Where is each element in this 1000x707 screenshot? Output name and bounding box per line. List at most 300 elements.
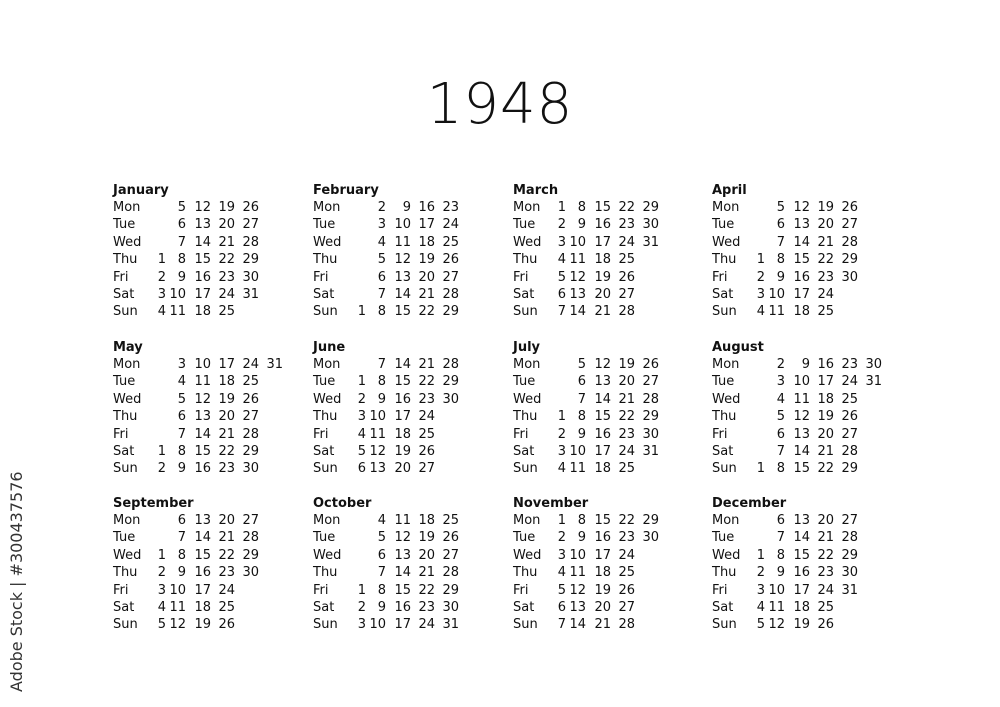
date-cell: 1 (157, 547, 166, 563)
date-cell: 10 (369, 617, 386, 633)
date-cell: 16 (194, 565, 211, 581)
date-cell: 7 (776, 234, 785, 250)
date-cell: 5 (357, 444, 366, 459)
day-name: Mon (313, 513, 341, 528)
date-cell: 4 (557, 252, 566, 268)
date-cell: 17 (817, 374, 834, 390)
date-cell: 8 (776, 547, 785, 563)
day-name: Mon (313, 200, 341, 215)
date-cell: 24 (841, 374, 858, 390)
day-name: Sun (113, 304, 138, 320)
month-may (113, 340, 303, 490)
week-row-tue (313, 530, 503, 547)
week-row-tue (712, 217, 902, 234)
date-cell: 4 (177, 374, 186, 390)
date-cell: 14 (793, 530, 810, 546)
week-row-mon (513, 513, 703, 530)
date-cell: 8 (377, 582, 386, 598)
date-cell: 21 (418, 287, 435, 302)
date-cell: 4 (157, 304, 166, 320)
date-cell: 27 (442, 269, 459, 285)
date-cell: 3 (756, 582, 765, 598)
date-cell: 21 (817, 444, 834, 459)
month-name: August (712, 340, 764, 355)
day-name: Sat (712, 444, 734, 459)
week-row-tue (313, 374, 503, 391)
date-cell: 22 (418, 304, 435, 320)
date-cell: 22 (218, 444, 235, 459)
date-cell: 21 (594, 617, 611, 633)
date-cell: 11 (569, 565, 586, 581)
date-cell: 28 (841, 444, 858, 459)
date-cell: 26 (242, 391, 259, 407)
date-cell: 10 (569, 547, 586, 563)
date-cell: 9 (177, 461, 186, 477)
date-cell: 4 (557, 565, 566, 581)
day-name: Sun (313, 461, 338, 477)
date-cell: 27 (841, 217, 858, 233)
date-cell: 25 (618, 565, 635, 581)
date-cell: 3 (177, 357, 186, 372)
week-row-fri (313, 270, 503, 287)
week-row-wed (513, 392, 703, 409)
week-row-sun (513, 617, 703, 634)
day-name: Thu (513, 565, 538, 581)
date-cell: 6 (377, 269, 386, 285)
week-row-sun (313, 304, 503, 321)
week-row-fri (712, 427, 902, 444)
date-cell: 7 (776, 444, 785, 459)
date-cell: 10 (768, 287, 785, 302)
date-cell: 16 (418, 200, 435, 215)
week-row-wed (313, 548, 503, 565)
date-cell: 19 (394, 444, 411, 459)
week-row-thu (513, 409, 703, 426)
date-cell: 18 (793, 304, 810, 320)
date-cell: 5 (776, 409, 785, 425)
date-cell: 27 (618, 287, 635, 302)
day-name: Mon (712, 357, 740, 372)
date-cell: 10 (394, 217, 411, 233)
week-row-tue (712, 374, 902, 391)
date-cell: 26 (418, 444, 435, 459)
week-row-sat (113, 600, 303, 617)
week-row-sat (712, 444, 902, 461)
date-cell: 21 (218, 426, 235, 442)
week-row-sun (313, 461, 503, 478)
day-name: Tue (313, 530, 336, 546)
date-cell: 5 (157, 617, 166, 633)
date-cell: 21 (618, 391, 635, 407)
week-row-fri (113, 270, 303, 287)
week-row-tue (313, 217, 503, 234)
date-cell: 6 (557, 600, 566, 615)
date-cell: 8 (377, 374, 386, 390)
day-name: Tue (513, 530, 536, 546)
day-name: Fri (113, 269, 129, 285)
week-row-wed (712, 548, 902, 565)
date-cell: 8 (577, 513, 586, 528)
date-cell: 28 (442, 565, 459, 581)
date-cell: 23 (817, 269, 834, 285)
date-cell: 2 (357, 600, 366, 615)
day-name: Sun (712, 304, 737, 320)
date-cell: 1 (357, 304, 366, 320)
date-cell: 16 (793, 269, 810, 285)
date-cell: 3 (557, 444, 566, 459)
day-name: Tue (513, 374, 536, 390)
date-cell: 14 (569, 304, 586, 320)
date-cell: 13 (793, 426, 810, 442)
date-cell: 27 (242, 217, 259, 233)
date-cell: 22 (218, 252, 235, 268)
date-cell: 11 (169, 304, 186, 320)
date-cell: 27 (642, 374, 659, 390)
date-cell: 13 (194, 409, 211, 425)
date-cell: 29 (442, 374, 459, 390)
date-cell: 16 (594, 217, 611, 233)
day-name: Thu (513, 409, 538, 425)
date-cell: 15 (793, 252, 810, 268)
date-cell: 18 (793, 600, 810, 615)
date-cell: 14 (569, 617, 586, 633)
month-july (513, 340, 703, 490)
date-cell: 25 (618, 252, 635, 268)
day-name: Wed (113, 234, 142, 250)
date-cell: 9 (177, 565, 186, 581)
date-cell: 24 (418, 617, 435, 633)
day-name: Fri (513, 426, 529, 442)
date-cell: 21 (218, 530, 235, 546)
date-cell: 25 (418, 426, 435, 442)
date-cell: 7 (557, 304, 566, 320)
date-cell: 2 (756, 565, 765, 581)
week-row-tue (513, 374, 703, 391)
day-name: Sat (513, 444, 535, 459)
date-cell: 27 (841, 513, 858, 528)
date-cell: 1 (357, 582, 366, 598)
month-november (513, 496, 703, 646)
day-name: Thu (513, 252, 538, 268)
date-cell: 13 (369, 461, 386, 477)
date-cell: 29 (442, 582, 459, 598)
date-cell: 11 (569, 461, 586, 477)
date-cell: 29 (242, 252, 259, 268)
date-cell: 6 (377, 547, 386, 563)
day-name: Thu (113, 409, 138, 425)
day-name: Thu (712, 565, 737, 581)
day-name: Mon (513, 200, 541, 215)
date-cell: 2 (377, 200, 386, 215)
date-cell: 16 (194, 461, 211, 477)
week-row-wed (113, 548, 303, 565)
date-cell: 13 (394, 269, 411, 285)
date-cell: 12 (369, 444, 386, 459)
date-cell: 1 (756, 547, 765, 563)
day-name: Mon (113, 200, 141, 215)
date-cell: 24 (418, 409, 435, 425)
week-row-sun (513, 304, 703, 321)
month-name: January (113, 183, 169, 198)
date-cell: 22 (418, 374, 435, 390)
week-row-mon (113, 357, 303, 374)
date-cell: 26 (618, 582, 635, 598)
date-cell: 25 (218, 304, 235, 320)
date-cell: 15 (394, 304, 411, 320)
week-row-fri (313, 427, 503, 444)
date-cell: 5 (577, 357, 586, 372)
date-cell: 22 (618, 513, 635, 528)
date-cell: 31 (865, 374, 882, 390)
date-cell: 21 (817, 530, 834, 546)
day-name: Sat (313, 600, 335, 615)
week-row-mon (313, 357, 503, 374)
date-cell: 6 (557, 287, 566, 302)
date-cell: 8 (776, 252, 785, 268)
week-row-sat (313, 287, 503, 304)
month-march (513, 183, 703, 333)
day-name: Wed (313, 234, 342, 250)
date-cell: 12 (768, 617, 785, 633)
date-cell: 11 (194, 374, 211, 390)
date-cell: 21 (218, 234, 235, 250)
day-name: Fri (513, 269, 529, 285)
day-name: Mon (712, 200, 740, 215)
date-cell: 24 (618, 444, 635, 459)
date-cell: 23 (218, 565, 235, 581)
month-december (712, 496, 902, 646)
day-name: Tue (113, 530, 136, 546)
date-cell: 31 (642, 444, 659, 459)
date-cell: 6 (177, 513, 186, 528)
week-row-sat (712, 287, 902, 304)
date-cell: 18 (817, 391, 834, 407)
week-row-fri (712, 583, 902, 600)
date-cell: 24 (218, 582, 235, 598)
date-cell: 14 (394, 357, 411, 372)
month-name: June (313, 340, 346, 355)
date-cell: 12 (594, 357, 611, 372)
date-cell: 4 (756, 600, 765, 615)
date-cell: 10 (169, 287, 186, 302)
day-name: Sun (712, 617, 737, 633)
date-cell: 12 (394, 252, 411, 268)
date-cell: 1 (557, 513, 566, 528)
week-row-thu (712, 252, 902, 269)
month-name: November (513, 496, 589, 511)
date-cell: 26 (618, 269, 635, 285)
date-cell: 5 (756, 617, 765, 633)
date-cell: 3 (357, 617, 366, 633)
date-cell: 26 (218, 617, 235, 633)
date-cell: 1 (357, 374, 366, 390)
date-cell: 29 (642, 513, 659, 528)
day-name: Mon (113, 357, 141, 372)
date-cell: 3 (157, 582, 166, 598)
week-row-mon (313, 513, 503, 530)
day-name: Thu (313, 565, 338, 581)
week-row-sat (313, 600, 503, 617)
date-cell: 11 (169, 600, 186, 615)
date-cell: 26 (841, 409, 858, 425)
day-name: Mon (313, 357, 341, 372)
day-name: Thu (712, 409, 737, 425)
day-name: Wed (513, 391, 542, 407)
watermark-label: Adobe Stock | #300437576 (7, 471, 26, 692)
date-cell: 30 (442, 391, 459, 407)
date-cell: 20 (594, 287, 611, 302)
year-title: 1948 (426, 72, 574, 137)
day-name: Wed (712, 547, 741, 563)
date-cell: 21 (418, 565, 435, 581)
day-name: Wed (513, 547, 542, 563)
date-cell: 21 (594, 304, 611, 320)
date-cell: 28 (442, 357, 459, 372)
date-cell: 16 (817, 357, 834, 372)
date-cell: 23 (618, 217, 635, 233)
week-row-wed (513, 548, 703, 565)
date-cell: 4 (377, 513, 386, 528)
date-cell: 20 (618, 374, 635, 390)
date-cell: 26 (817, 617, 834, 633)
week-row-thu (113, 409, 303, 426)
week-row-sat (113, 287, 303, 304)
date-cell: 10 (569, 234, 586, 250)
date-cell: 12 (569, 269, 586, 285)
date-cell: 15 (394, 582, 411, 598)
date-cell: 17 (594, 547, 611, 563)
date-cell: 17 (218, 357, 235, 372)
date-cell: 22 (618, 200, 635, 215)
date-cell: 26 (242, 200, 259, 215)
date-cell: 23 (218, 269, 235, 285)
date-cell: 15 (793, 547, 810, 563)
date-cell: 28 (618, 617, 635, 633)
date-cell: 6 (776, 426, 785, 442)
date-cell: 13 (194, 513, 211, 528)
date-cell: 2 (776, 357, 785, 372)
day-name: Fri (712, 582, 728, 598)
watermark-text (2, 470, 30, 695)
date-cell: 28 (242, 234, 259, 250)
week-row-sun (712, 461, 902, 478)
date-cell: 15 (194, 547, 211, 563)
date-cell: 20 (594, 600, 611, 615)
week-row-tue (113, 374, 303, 391)
date-cell: 18 (194, 304, 211, 320)
day-name: Sun (113, 617, 138, 633)
week-row-thu (712, 409, 902, 426)
date-cell: 19 (418, 530, 435, 546)
date-cell: 5 (177, 391, 186, 407)
date-cell: 18 (418, 234, 435, 250)
date-cell: 29 (242, 547, 259, 563)
date-cell: 20 (218, 409, 235, 425)
date-cell: 3 (557, 234, 566, 250)
date-cell: 3 (776, 374, 785, 390)
date-cell: 6 (177, 217, 186, 233)
date-cell: 3 (756, 287, 765, 302)
date-cell: 7 (377, 287, 386, 302)
date-cell: 22 (817, 461, 834, 477)
week-row-sat (513, 600, 703, 617)
date-cell: 13 (569, 600, 586, 615)
week-row-sun (513, 461, 703, 478)
date-cell: 6 (177, 409, 186, 425)
date-cell: 23 (618, 530, 635, 546)
date-cell: 11 (768, 304, 785, 320)
week-row-thu (313, 409, 503, 426)
week-row-wed (313, 392, 503, 409)
month-august (712, 340, 902, 490)
date-cell: 7 (177, 234, 186, 250)
date-cell: 2 (557, 426, 566, 442)
date-cell: 5 (177, 200, 186, 215)
date-cell: 25 (817, 600, 834, 615)
day-name: Sat (712, 287, 734, 302)
date-cell: 2 (157, 565, 166, 581)
date-cell: 26 (442, 252, 459, 268)
date-cell: 25 (841, 391, 858, 407)
date-cell: 10 (169, 582, 186, 598)
date-cell: 16 (594, 530, 611, 546)
date-cell: 30 (242, 269, 259, 285)
week-row-sun (712, 617, 902, 634)
date-cell: 3 (357, 409, 366, 425)
date-cell: 17 (394, 409, 411, 425)
week-row-fri (712, 270, 902, 287)
date-cell: 16 (594, 426, 611, 442)
date-cell: 13 (793, 217, 810, 233)
day-name: Tue (313, 217, 336, 233)
date-cell: 19 (194, 617, 211, 633)
day-name: Thu (712, 252, 737, 268)
date-cell: 5 (377, 252, 386, 268)
date-cell: 8 (177, 252, 186, 268)
date-cell: 26 (442, 530, 459, 546)
date-cell: 15 (594, 513, 611, 528)
date-cell: 18 (594, 252, 611, 268)
date-cell: 9 (577, 530, 586, 546)
month-october (313, 496, 503, 646)
date-cell: 25 (218, 600, 235, 615)
date-cell: 10 (194, 357, 211, 372)
date-cell: 14 (194, 426, 211, 442)
date-cell: 4 (157, 600, 166, 615)
day-name: Sun (113, 461, 138, 477)
date-cell: 6 (577, 374, 586, 390)
date-cell: 8 (177, 547, 186, 563)
date-cell: 2 (756, 269, 765, 285)
date-cell: 20 (418, 547, 435, 563)
month-name: July (513, 340, 541, 355)
date-cell: 24 (618, 547, 635, 563)
date-cell: 24 (242, 357, 259, 372)
date-cell: 2 (357, 391, 366, 407)
week-row-fri (513, 583, 703, 600)
date-cell: 2 (157, 461, 166, 477)
month-september (113, 496, 303, 646)
date-cell: 25 (442, 234, 459, 250)
date-cell: 4 (357, 426, 366, 442)
day-name: Wed (313, 547, 342, 563)
date-cell: 12 (793, 409, 810, 425)
week-row-thu (513, 565, 703, 582)
date-cell: 13 (569, 287, 586, 302)
date-cell: 16 (793, 565, 810, 581)
date-cell: 22 (418, 582, 435, 598)
date-cell: 18 (194, 600, 211, 615)
